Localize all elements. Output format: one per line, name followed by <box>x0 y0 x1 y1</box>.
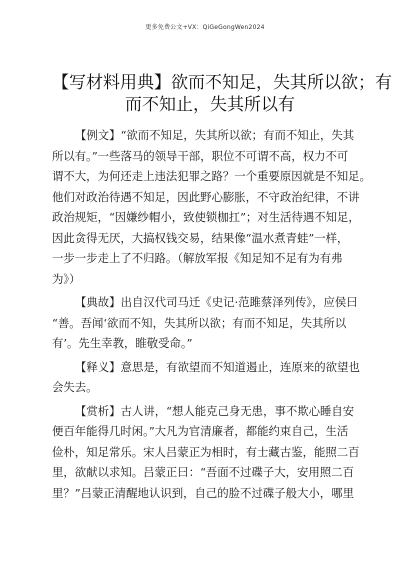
paragraph-meaning <box>52 357 370 398</box>
paragraph-allusion <box>52 292 370 354</box>
text-line: “善。吾闻‘欲而不知，失其所以欲；有而不知足，失其所以 <box>52 315 347 330</box>
text-line: 里，欲献以求知。吕蒙正曰：“吾面不过碟子大，安用照二百 <box>52 465 354 479</box>
page-header: 更多免费公文+VX：QiGeGongWen2024 <box>145 24 265 31</box>
text-line: 政治规矩，“因嫌纱帽小，致使锁枷扛”；对生活待遇不知足， <box>52 210 360 224</box>
text-line: 俭朴，知足常乐。宋人吕蒙正为相时，有士藏古鉴，能照二百 <box>52 444 360 459</box>
paragraph-example <box>52 125 370 289</box>
text-line: 【典故】出自汉代司马迁《史记·范雎蔡泽列传》，应侯曰 <box>75 295 358 309</box>
document-body <box>52 125 370 506</box>
title-line: 【写材料用典】欲而不知足，失其所以欲；有 <box>52 73 392 93</box>
text-line: 他们对政治待遇不知足，因此野心膨胀，不守政治纪律，不讲 <box>52 189 360 204</box>
text-line: 有’。先生幸教，睢敬受命。” <box>52 336 193 350</box>
text-line: 会失去。 <box>52 380 98 394</box>
document-title <box>52 72 392 116</box>
paragraph-appreciation <box>52 401 370 504</box>
text-line: 一步一步走上了不归路。（解放军报《知足知不足有为有弗 <box>52 251 343 265</box>
text-line: 【例文】“欲而不知足，失其所以欲；有而不知止，失其 <box>75 128 355 142</box>
text-line: 便百年能得几时闲。”大凡为官清廉者，都能约束自己，生活 <box>52 424 349 438</box>
text-line: 【释义】意思是，有欲望而不知道遏止，连原来的欲望也 <box>75 359 360 374</box>
text-line: 谓不大，为何还走上违法犯罪之路？一个重要原因就是不知足。 <box>52 169 371 183</box>
text-line: 因此贪得无厌，大搞权钱交易，结果像“温水煮青蛙”一样， <box>52 230 349 245</box>
text-line: 【赏析】古人讲，“想人能克己身无患，事不欺心睡自安 <box>75 403 355 418</box>
text-line: 里？”吕蒙正清醒地认识到，自己的脸不过碟子般大小，哪里 <box>52 485 354 500</box>
text-line: 所以有。”一些落马的领导干部，职位不可谓不高，权力不可 <box>52 148 349 163</box>
text-line: 为》） <box>52 271 81 286</box>
title-line: 而不知止，失其所以有 <box>125 95 295 115</box>
